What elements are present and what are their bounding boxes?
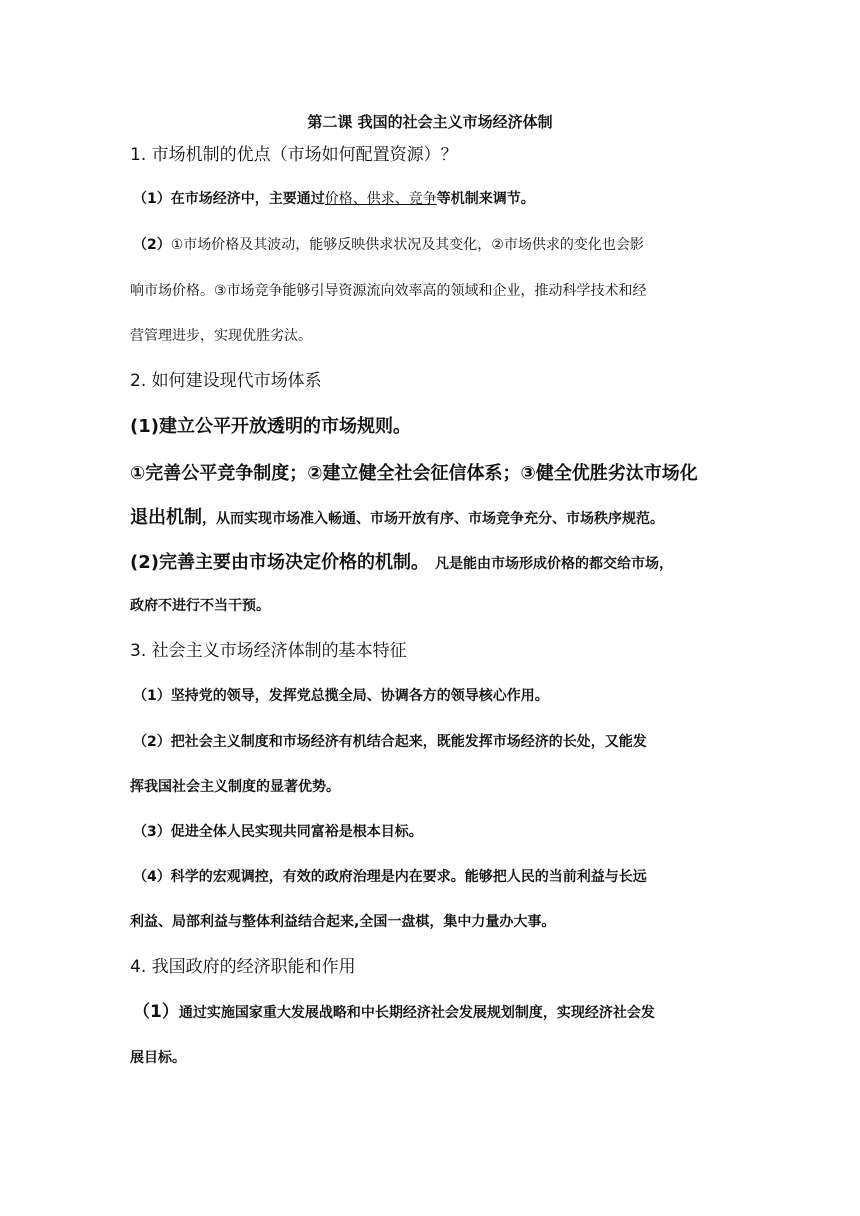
section-2-item-2-rest: 凡是能由市场形成价格的都交给市场，: [434, 556, 673, 572]
section-2-item-1: (1)建立公平开放透明的市场规则。: [130, 416, 411, 437]
section-3-paragraph-3: （3）促进全体人民实现共同富裕是根本目标。: [133, 824, 423, 840]
section-4-paragraph-1-line-1: [133, 1004, 655, 1021]
document-title: 第二课 我国的社会主义市场经济体制: [307, 113, 553, 131]
section-3-paragraph-4-line-1: （4）科学的宏观调控，有效的政府治理是内在要求。能够把人民的当前利益与长远: [133, 869, 647, 885]
section-3-paragraph-2-line-2: 挥我国社会主义制度的显著优势。: [130, 779, 340, 795]
section-1-p1-suffix: 等机制来调节。: [436, 191, 535, 207]
section-1-p2-line-1-text: ①市场价格及其波动，能够反映供求状况及其变化，②市场供求的变化也会影: [170, 237, 644, 253]
section-2-heading: 2. 如何建设现代市场体系: [130, 371, 322, 391]
section-4-p1-line-1-text: 通过实施国家重大发展战略和中长期经济社会发展规划制度，实现经济社会发: [178, 1005, 655, 1021]
section-2-item-2-line-1: [130, 554, 673, 572]
section-3-paragraph-4-line-2: 利益、局部利益与整体利益结合起来,全国一盘棋，集中力量办大事。: [130, 914, 556, 930]
section-1-p1-underlined-terms: 价格、供求、竞争: [324, 191, 437, 207]
section-1-p1-prefix: （1）在市场经济中，主要通过: [133, 191, 325, 207]
section-1-paragraph-2-line-3: 营管理进步，实现优胜劣汰。: [130, 328, 312, 344]
section-4-p1-number: （1）: [133, 1002, 179, 1022]
section-1-paragraph-2-line-1: [133, 238, 644, 252]
section-1-paragraph-1: [133, 192, 535, 206]
section-2-item-1-detail-rest: ，从而实现市场准入畅通、市场开放有序、市场竞争充分、市场秩序规范。: [202, 511, 664, 527]
section-3-paragraph-2-line-1: （2）把社会主义制度和市场经济有机结合起来，既能发挥市场经济的长处，又能发: [133, 734, 647, 750]
section-3-paragraph-1: （1）坚持党的领导，发挥党总揽全局、协调各方的领导核心作用。: [133, 688, 549, 704]
section-2-item-2-strong: (2)完善主要由市场决定价格的机制。: [130, 552, 429, 573]
section-4-heading: 4. 我国政府的经济职能和作用: [130, 957, 356, 977]
section-1-heading: 1. 市场机制的优点（市场如何配置资源）？: [130, 145, 458, 165]
section-4-paragraph-1-line-2: 展目标。: [130, 1050, 186, 1066]
section-2-item-2-line-2: 政府不进行不当干预。: [130, 598, 270, 614]
section-3-heading: 3. 社会主义市场经济体制的基本特征: [130, 641, 407, 661]
section-2-item-1-detail-line-2: [130, 509, 664, 527]
section-1-paragraph-2-line-2: 响市场价格。③市场竞争能够引导资源流向效率高的领域和企业，推动科学技术和经: [130, 283, 647, 299]
section-2-item-1-detail-strong: 退出机制: [130, 507, 202, 528]
section-2-item-1-detail-line-1: ①完善公平竞争制度；②建立健全社会征信体系；③健全优胜劣汰市场化: [130, 463, 698, 484]
section-1-p2-prefix: （2）: [133, 237, 171, 253]
